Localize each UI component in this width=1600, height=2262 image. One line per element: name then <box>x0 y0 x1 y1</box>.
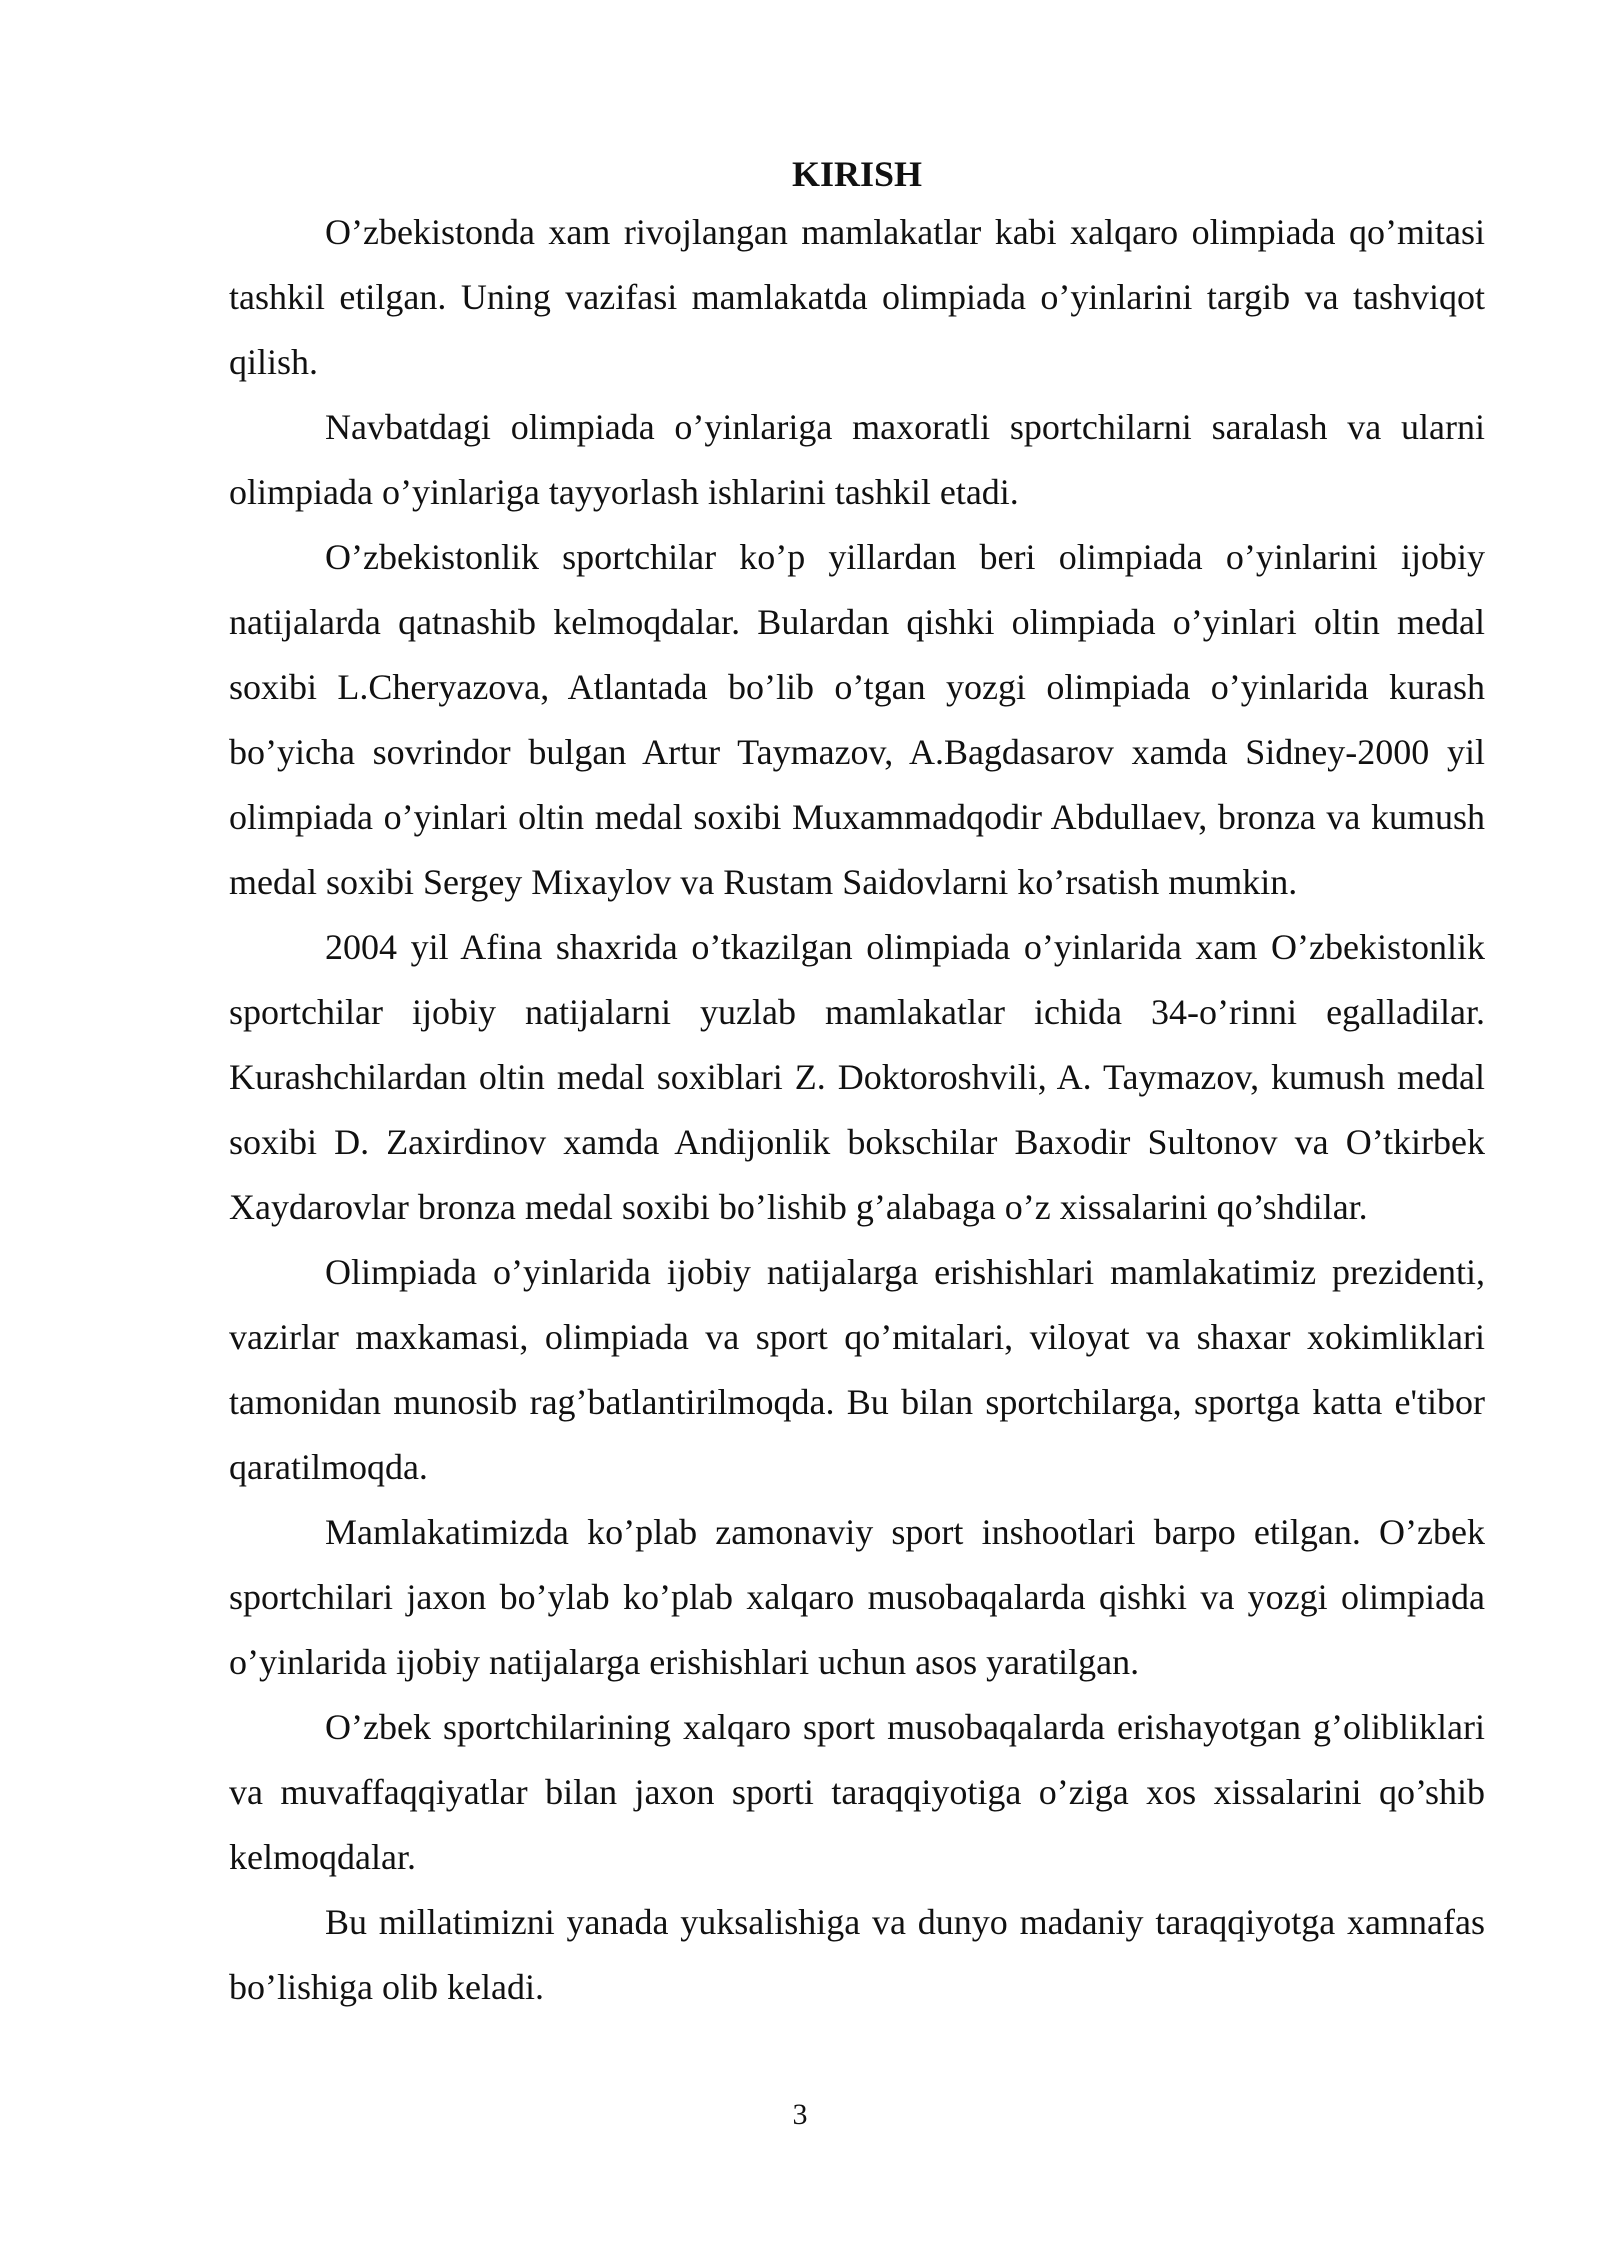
page-title: KIRISH <box>791 154 923 194</box>
paragraph-3: O’zbekistonlik sportchilar ko’p yillardan beri olimpiada o’yinlarini ijobiy natijalarda qatnashib kelmoqdalar. Bulardan qishki olimpiada o’yinlari oltin medal soxibi L.Cheryazova, Atlantada bo’lib o’tgan yozgi olimpiada o’yinlarida kurash bo’yicha sovrindor bulgan Artur Taymazov, A.Bagdasarov xamda Sidney-2000 yil olimpiada o’yinlari oltin medal soxibi Muxammadqodir Abdullaev, bronza va kumush medal soxibi Sergey Mixaylov va Rustam Saidovlarni ko’rsatish mumkin. <box>229 537 1485 902</box>
paragraph-7: O’zbek sportchilarining xalqaro sport musobaqalarda erishayotgan g’olibliklari va muvaffaqqiyatlar bilan jaxon sporti taraqqiyotiga o’ziga xos xissalarini qo’shib kelmoqdalar. <box>229 1707 1485 1877</box>
page-number: 3 <box>792 2098 808 2131</box>
paragraph-1: O’zbekistonda xam rivojlangan mamlakatlar kabi xalqaro olimpiada qo’mitasi tashkil etilgan. Uning vazifasi mamlakatda olimpiada o’yinlarini targib va tashviqot qilish. <box>229 212 1485 382</box>
paragraph-6: Mamlakatimizda ko’plab zamonaviy sport inshootlari barpo etilgan. O’zbek sportchilari jaxon bo’ylab ko’plab xalqaro musobaqalarda qishki va yozgi olimpiada o’yinlarida ijobiy natijalarga erishishlari uchun asos yaratilgan. <box>229 1512 1485 1682</box>
paragraph-8: Bu millatimizni yanada yuksalishiga va dunyo madaniy taraqqiyotga xamnafas bo’lishiga olib keladi. <box>229 1902 1485 2007</box>
paragraph-5: Olimpiada o’yinlarida ijobiy natijalarga erishishlari mamlakatimiz prezidenti, vazirlar maxkamasi, olimpiada va sport qo’mitalari, viloyat va shaxar xokimliklari tamonidan munosib rag’batlantirilmoqda. Bu bilan sportchilarga, sportga katta e'tibor qaratilmoqda. <box>229 1252 1485 1487</box>
page-content <box>229 148 1485 2020</box>
paragraph-2: Navbatdagi olimpiada o’yinlariga maxoratli sportchilarni saralash va ularni olimpiada o’yinlariga tayyorlash ishlarini tashkil etadi. <box>229 407 1485 512</box>
paragraph-4: 2004 yil Afina shaxrida o’tkazilgan olimpiada o’yinlarida xam O’zbekistonlik sportchilar ijobiy natijalarni yuzlab mamlakatlar ichida 34-o’rinni egalladilar. Kurashchilardan oltin medal soxiblari Z. Doktoroshvili, A. Taymazov, kumush medal soxibi D. Zaxirdinov xamda Andijonlik bokschilar Baxodir Sultonov va O’tkirbek Xaydarovlar bronza medal soxibi bo’lishib g’alabaga o’z xissalarini qo’shdilar. <box>229 927 1485 1227</box>
